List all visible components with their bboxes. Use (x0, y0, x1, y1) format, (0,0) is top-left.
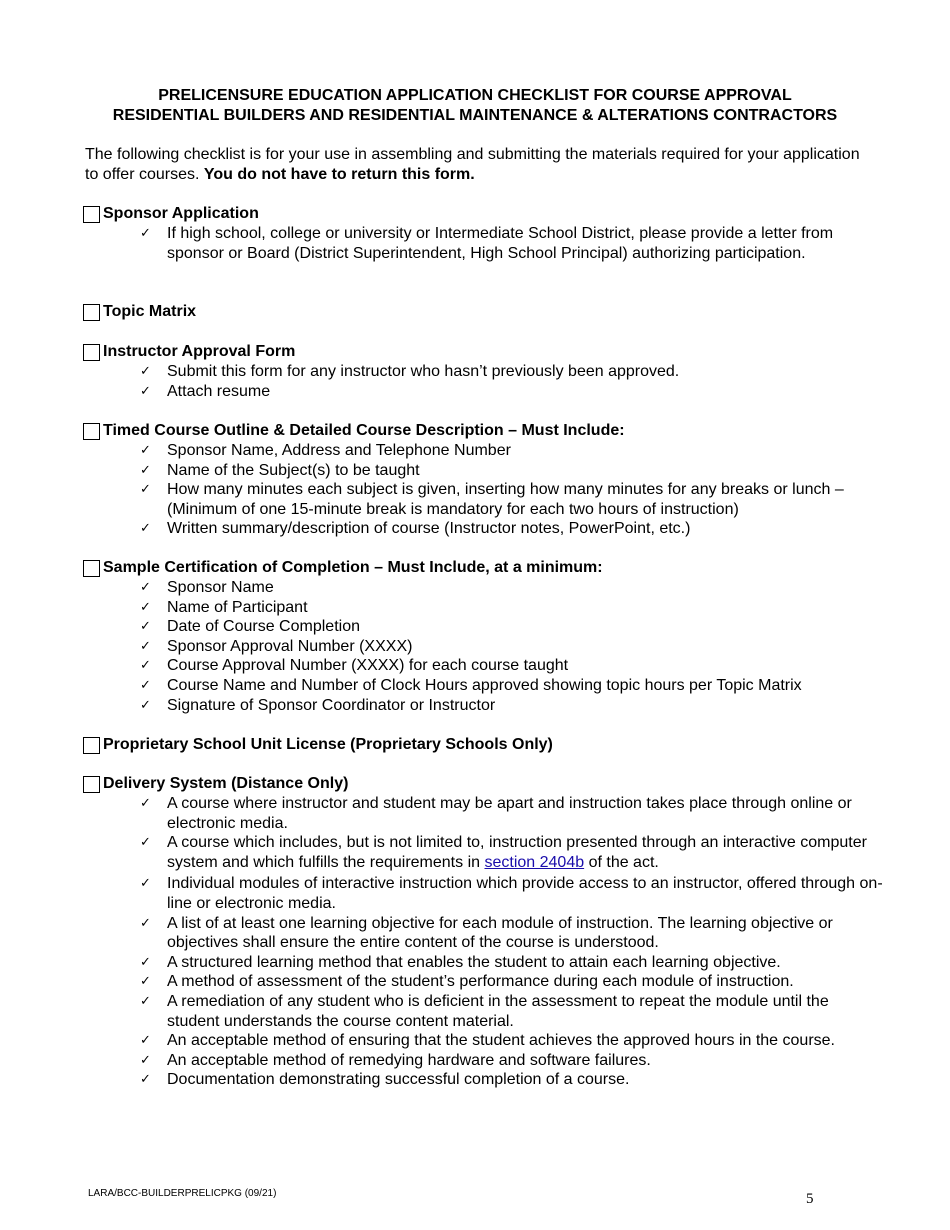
list-item: ✓ A course where instructor and student may be apart and instruction takes place through online or electronic media. (140, 795, 852, 832)
checkmark-icon: ✓ (140, 915, 151, 931)
checkmark-icon: ✓ (140, 1052, 151, 1068)
checkmark-icon: ✓ (140, 954, 151, 970)
section-title: Proprietary School Unit License (Proprietary Schools Only) (103, 736, 553, 753)
checkmark-icon: ✓ (140, 835, 151, 851)
list-item: ✓ Submit this form for any instructor who hasn’t previously been approved. (140, 363, 680, 380)
list-item: ✓ An acceptable method of remedying hardware and software failures. (140, 1051, 651, 1069)
list-item: ✓ A remediation of any student who is deficient in the assessment to repeat the module until the student understands the course content material. (140, 992, 829, 1030)
list-item: ✓ Date of Course Completion (140, 618, 360, 636)
section-course-outline (83, 421, 883, 539)
checkmark-icon: ✓ (140, 521, 151, 537)
checkmark-icon: ✓ (140, 383, 151, 399)
checkmark-icon: ✓ (140, 580, 151, 595)
sponsor-application-checkbox[interactable] (83, 206, 100, 223)
checkmark-icon: ✓ (140, 462, 151, 478)
list-item: ✓ Documentation demonstrating successful completion of a course. (140, 1071, 630, 1089)
section-topic-matrix (83, 302, 883, 322)
section-title: Sponsor Application (103, 205, 259, 222)
checkmark-icon: ✓ (140, 638, 151, 654)
list-item: ✓ Sponsor Name, Address and Telephone Number (140, 442, 511, 459)
checkmark-icon: ✓ (140, 1033, 151, 1049)
section-proprietary-license (83, 735, 883, 755)
section-delivery-system (83, 774, 883, 1090)
checkmark-icon: ✓ (140, 364, 151, 379)
delivery-system-checkbox[interactable] (83, 776, 100, 793)
checkmark-icon: ✓ (140, 482, 151, 498)
page-title-line-2: RESIDENTIAL BUILDERS AND RESIDENTIAL MAINTENANCE & ALTERATIONS CONTRACTORS (112, 107, 838, 124)
list-item: ✓ How many minutes each subject is given, inserting how many minutes for any breaks or lunch – (Minimum of one 15-minute break is mandatory for each two hours of instruction) (140, 481, 844, 518)
course-outline-checkbox[interactable] (83, 423, 100, 440)
list-item: ✓ Name of Participant (140, 598, 308, 616)
checkmark-icon: ✓ (140, 619, 151, 635)
section-title: Delivery System (Distance Only) (103, 775, 349, 792)
section-sponsor-application (83, 204, 883, 263)
checkmark-icon: ✓ (140, 1072, 151, 1088)
instructor-approval-checkbox[interactable] (83, 344, 100, 361)
list-item: ✓ A method of assessment of the student’s performance during each module of instruction. (140, 973, 794, 991)
intro-bold-note: You do not have to return this form. (203, 166, 475, 183)
list-item: ✓ Individual modules of interactive instruction which provide access to an instructor, offered through on-line or electronic media. (140, 875, 883, 912)
page-title-line-1: PRELICENSURE EDUCATION APPLICATION CHECKLIST FOR COURSE APPROVAL (158, 87, 792, 104)
checkmark-icon: ✓ (140, 677, 151, 693)
checkmark-icon: ✓ (140, 993, 151, 1009)
proprietary-license-checkbox[interactable] (83, 737, 100, 754)
section-title: Topic Matrix (103, 303, 197, 320)
section-instructor-approval (83, 342, 883, 401)
list-item: ✓ Course Name and Number of Clock Hours approved showing topic hours per Topic Matrix (140, 676, 802, 694)
checkmark-icon: ✓ (140, 876, 151, 892)
section-title: Instructor Approval Form (103, 343, 296, 360)
list-item: ✓ Written summary/description of course (Instructor notes, PowerPoint, etc.) (140, 520, 691, 538)
list-item: ✓ Course Approval Number (XXXX) for each course taught (140, 657, 569, 675)
checkmark-icon: ✓ (140, 697, 151, 713)
intro-paragraph (85, 145, 875, 185)
list-item: ✓ Sponsor Name (140, 579, 274, 596)
section-title: Timed Course Outline & Detailed Course Description – Must Include: (103, 422, 625, 439)
list-item: ✓ A list of at least one learning objective for each module of instruction. The learning objective or objectives shall ensure the entire content of the course is understood. (140, 914, 833, 952)
list-item: ✓ If high school, college or university or Intermediate School District, please provide a letter from sponsor or Board (District Superintendent, High School Principal) authorizing participation. (140, 225, 834, 262)
list-item: ✓ A structured learning method that enables the student to attain each learning objective. (140, 953, 781, 971)
list-item: ✓ Attach resume (140, 382, 271, 400)
checkmark-icon: ✓ (140, 974, 151, 990)
checkmark-icon: ✓ (140, 226, 151, 241)
section-title: Sample Certification of Completion – Must Include, at a minimum: (103, 559, 603, 576)
checkmark-icon: ✓ (140, 599, 151, 615)
section-sample-certification (83, 558, 883, 715)
topic-matrix-checkbox[interactable] (83, 304, 100, 321)
list-item: ✓ A course which includes, but is not limited to, instruction presented through an interactive computer system and which fulfills the requirements in section 2404b of the act. (140, 834, 867, 871)
list-item: ✓ Sponsor Approval Number (XXXX) (140, 637, 413, 655)
form-code: LARA/BCC-BUILDERPRELICPKG (09/21) (88, 1188, 277, 1199)
intro-text: The following checklist is for your use in assembling and submitting the materials required for your application to offer courses. (85, 146, 860, 183)
section-2404b-link[interactable]: section 2404b (484, 853, 585, 871)
list-item: ✓ An acceptable method of ensuring that the student achieves the approved hours in the course. (140, 1032, 835, 1050)
sample-certification-checkbox[interactable] (83, 560, 100, 577)
checkmark-icon: ✓ (140, 443, 151, 458)
checkmark-icon: ✓ (140, 796, 151, 811)
list-item: ✓ Signature of Sponsor Coordinator or Instructor (140, 696, 496, 714)
checkmark-icon: ✓ (140, 658, 151, 674)
page-number: 5 (806, 1191, 814, 1207)
list-item: ✓ Name of the Subject(s) to be taught (140, 461, 420, 479)
